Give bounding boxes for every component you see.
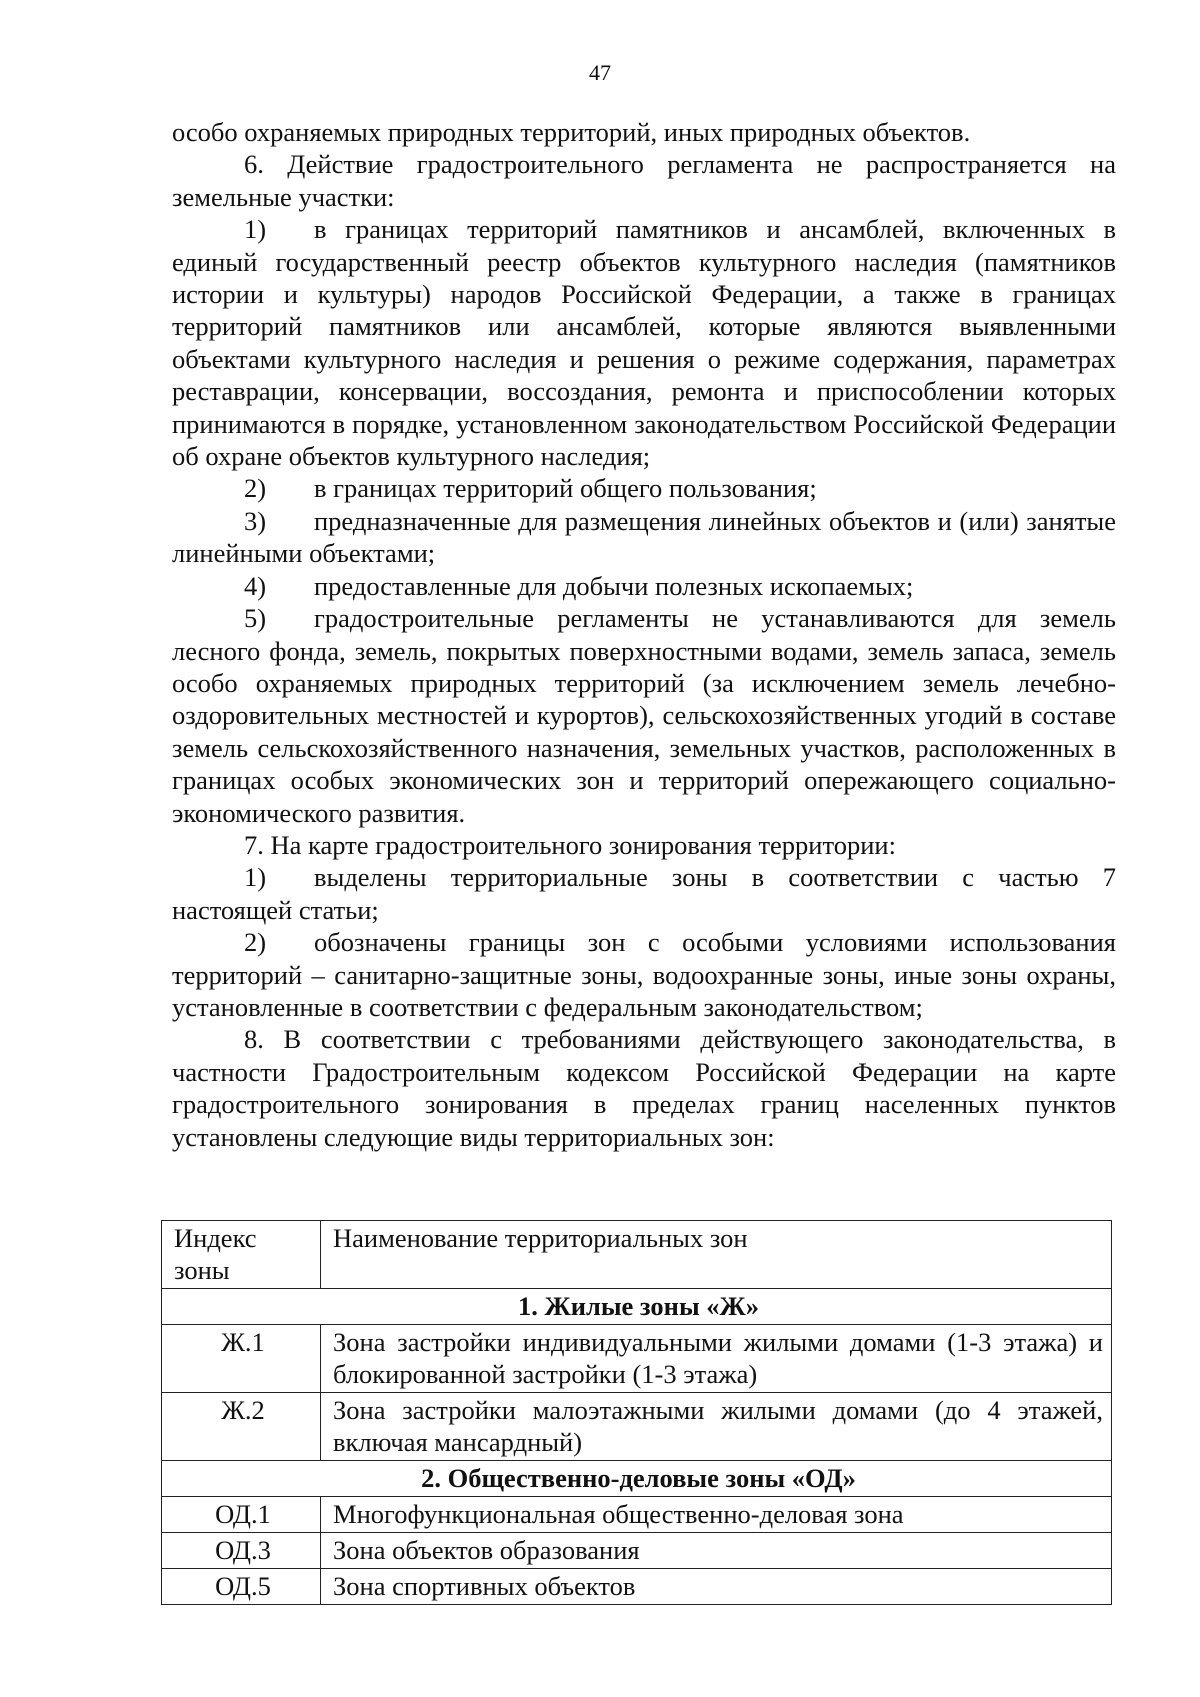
zone-index: ОД.3 — [162, 1533, 321, 1569]
zones-table — [161, 1220, 1112, 1605]
list-item — [172, 602, 1116, 829]
list-item-text: градостроительные регламенты не устанавливаются для земель лесного фонда, земель, покрытых поверхностными водами, земель запаса, земель особо охраняемых природных территорий (за исключением земель лечебно-оздоровительных местностей и курортов), сельскохозяйственных угодий в составе земель сельскохозяйственного назначения, земельных участков, расположенных в границах особых экономических зон и территорий опережающего социально-экономического развития. — [172, 603, 1116, 828]
list-item-number: 4) — [244, 570, 267, 601]
zone-index: Ж.1 — [162, 1325, 321, 1393]
header-name: Наименование территориальных зон — [321, 1221, 1112, 1289]
list-item-number: 2) — [244, 473, 267, 504]
body-text — [172, 116, 1116, 1153]
zone-index: Ж.2 — [162, 1393, 321, 1461]
zone-name: Многофункциональная общественно-деловая зона — [321, 1497, 1112, 1533]
zone-name: Зона застройки малоэтажными жилыми домами (до 4 этажей, включая мансардный) — [321, 1393, 1112, 1461]
table-row — [162, 1569, 1112, 1605]
list-item-text: выделены территориальные зоны в соответствии с частью 7 настоящей статьи; — [172, 862, 1116, 925]
list-item-number: 5) — [244, 603, 267, 634]
list-item-text: в границах территорий памятников и ансамблей, включенных в единый государственный реестр объектов культурного наследия (памятников истории и культуры) народов Российской Федерации, а также в границах территорий памятников или ансамблей, которые являются выявленными объектами культурного наследия и решения о режиме содержания, параметрах реставрации, консервации, воссоздания, ремонта и приспособлении которых принимаются в порядке, установленном законодательством Российской Федерации об охране объектов культурного наследия; — [172, 214, 1116, 472]
list-item-number: 3) — [244, 505, 267, 536]
zone-name: Зона спортивных объектов — [321, 1569, 1112, 1605]
list-item-text: обозначены границы зон с особыми условиями использования территорий – санитарно-защитные зоны, водоохранные зоны, иные зоны охраны, установленные в соответствии с федеральным законодательством; — [172, 927, 1116, 1022]
table-header-row — [162, 1221, 1112, 1289]
list-item-text: предоставленные для добычи полезных ископаемых; — [314, 570, 914, 601]
list-item-text: предназначенные для размещения линейных объектов и (или) занятые линейными объектами; — [172, 505, 1116, 569]
paragraph-8: 8. В соответствии с требованиями действующего законодательства, в частности Градостроительным кодексом Российской Федерации на карте градостроительного зонирования в пределах границ населенных пунктов установлены следующие виды территориальных зон: — [172, 1024, 1116, 1152]
paragraph-6: 6. Действие градостроительного регламента не распространяется на земельные участки: — [172, 149, 1116, 212]
table-row — [162, 1325, 1112, 1393]
paragraph-7: 7. На карте градостроительного зонирования территории: — [244, 829, 896, 860]
list-item — [172, 472, 1116, 504]
table-row — [162, 1533, 1112, 1569]
page-number: 47 — [589, 60, 611, 85]
paragraph-continuation: особо охраняемых природных территорий, иных природных объектов. — [172, 117, 971, 147]
header-index: Индекс зоны — [162, 1221, 321, 1289]
zone-name: Зона застройки индивидуальными жилыми домами (1-3 этажа) и блокированной застройки (1-3 этажа) — [321, 1325, 1112, 1393]
zone-index: ОД.1 — [162, 1497, 321, 1533]
list-item-text: в границах территорий общего пользования; — [314, 473, 817, 504]
list-item — [172, 570, 1116, 602]
list-item — [172, 213, 1116, 472]
list-item-number: 1) — [244, 214, 267, 245]
table-section-row — [162, 1289, 1112, 1325]
list-item — [172, 926, 1116, 1023]
section-title: 2. Общественно-деловые зоны «ОД» — [162, 1461, 1112, 1497]
list-item — [172, 861, 1116, 926]
table-row — [162, 1393, 1112, 1461]
table-row — [162, 1497, 1112, 1533]
list-item — [172, 505, 1116, 570]
table-section-row — [162, 1461, 1112, 1497]
section-title: 1. Жилые зоны «Ж» — [162, 1289, 1112, 1325]
zone-name: Зона объектов образования — [321, 1533, 1112, 1569]
list-item-number: 2) — [244, 927, 267, 958]
list-item-number: 1) — [244, 862, 267, 893]
zone-index: ОД.5 — [162, 1569, 321, 1605]
